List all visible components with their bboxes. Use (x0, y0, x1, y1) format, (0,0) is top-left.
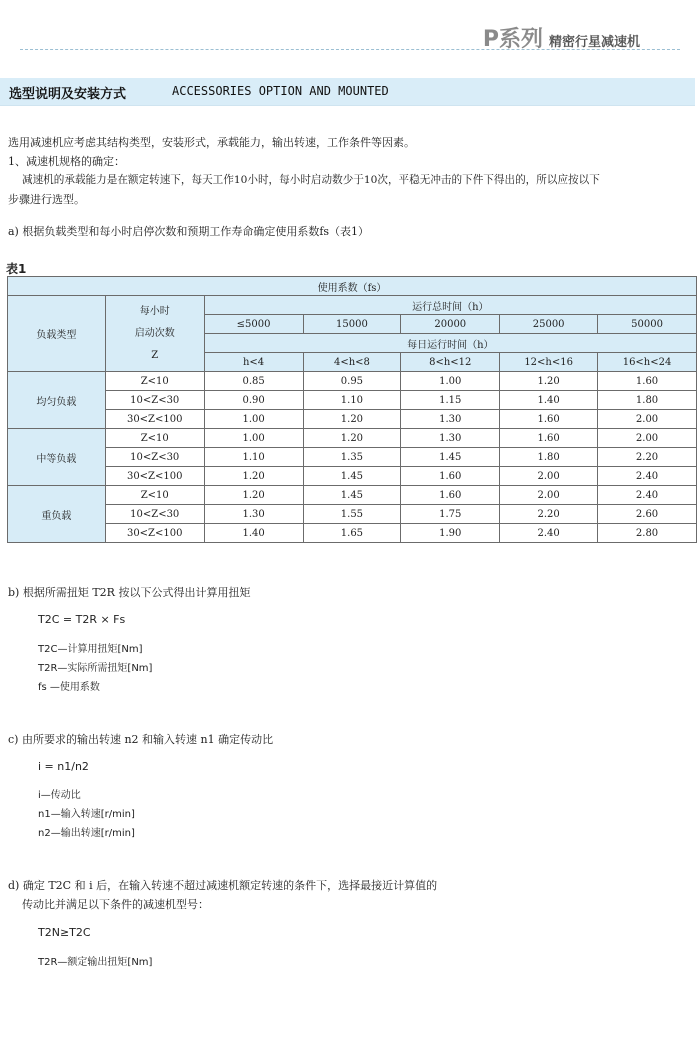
value-cell: 1.10 (303, 391, 401, 410)
step-c-def-3: n2—输出转速[r/min] (38, 828, 135, 839)
value-cell: 1.45 (303, 467, 401, 486)
load-group-name: 重负载 (8, 486, 106, 543)
daily-col: 4<h<8 (303, 353, 401, 372)
value-cell: 1.90 (401, 524, 500, 543)
value-cell: 1.45 (401, 448, 500, 467)
intro-line-3: 减速机的承载能力是在额定转速下，每天工作10小时，每小时启动数少于10次，平稳无冲击的下件下得出的，所以应按以下 (22, 174, 600, 186)
series-name: 精密行星减速机 (548, 35, 640, 50)
value-cell: 2.00 (598, 410, 697, 429)
step-b-text: b) 根据所需扭矩 T2R 按以下公式得出计算用扭矩 (8, 586, 251, 599)
value-cell: 1.80 (500, 448, 598, 467)
total-col: 15000 (303, 315, 401, 334)
value-cell: 2.00 (598, 429, 697, 448)
table-row (8, 524, 697, 543)
value-cell: 1.75 (401, 505, 500, 524)
value-cell: 1.30 (204, 505, 303, 524)
daily-hours-header: 每日运行时间（h） (204, 334, 696, 353)
daily-col: 12<h<16 (500, 353, 598, 372)
value-cell: 1.60 (598, 372, 697, 391)
starts-cell: Z<10 (105, 372, 204, 391)
value-cell: 1.15 (401, 391, 500, 410)
table-row (8, 505, 697, 524)
step-b-def-2: T2R—实际所需扭矩[Nm] (38, 663, 153, 674)
table-row (8, 486, 697, 505)
value-cell: 2.40 (598, 467, 697, 486)
value-cell: 1.60 (401, 467, 500, 486)
starts-cell: Z<10 (105, 429, 204, 448)
load-group-name: 均匀负载 (8, 372, 106, 429)
daily-col: h<4 (204, 353, 303, 372)
table-row (8, 410, 697, 429)
value-cell: 2.20 (500, 505, 598, 524)
step-d-def-1: T2R—额定输出扭矩[Nm] (38, 957, 153, 968)
daily-col: 16<h<24 (598, 353, 697, 372)
value-cell: 1.10 (204, 448, 303, 467)
value-cell: 1.65 (303, 524, 401, 543)
value-cell: 0.95 (303, 372, 401, 391)
value-cell: 1.00 (204, 410, 303, 429)
daily-col: 8<h<12 (401, 353, 500, 372)
value-cell: 1.30 (401, 429, 500, 448)
table-label: 表1 (6, 262, 27, 276)
intro-line-4: 步骤进行选型。 (8, 193, 85, 206)
starts-header-line1: 每小时 (139, 305, 170, 317)
total-hours-header: 运行总时间（h） (204, 296, 696, 315)
intro-line-2: 1、减速机规格的确定： (8, 155, 125, 168)
value-cell: 2.80 (598, 524, 697, 543)
starts-header-line2: 启动次数 (134, 327, 175, 339)
step-c-def-1: i—传动比 (38, 790, 81, 801)
value-cell: 2.20 (598, 448, 697, 467)
table-row (8, 467, 697, 486)
total-col: 50000 (598, 315, 697, 334)
table-row (8, 391, 697, 410)
starts-header-line3: Z (151, 349, 159, 361)
value-cell: 1.20 (303, 410, 401, 429)
service-factor-table (7, 276, 697, 543)
value-cell: 0.85 (204, 372, 303, 391)
starts-cell: 10<Z<30 (105, 448, 204, 467)
value-cell: 1.20 (303, 429, 401, 448)
value-cell: 1.60 (500, 410, 598, 429)
section-title-bar (0, 78, 695, 106)
value-cell: 1.20 (500, 372, 598, 391)
starts-cell: 30<Z<100 (105, 467, 204, 486)
step-b-def-3: fs —使用系数 (38, 682, 100, 693)
total-col: 25000 (500, 315, 598, 334)
value-cell: 1.35 (303, 448, 401, 467)
value-cell: 1.45 (303, 486, 401, 505)
step-d-text-2: 传动比并满足以下条件的减速机型号： (22, 898, 209, 911)
value-cell: 1.20 (204, 467, 303, 486)
section-title-cn: 选型说明及安装方式 (9, 87, 127, 102)
value-cell: 1.00 (204, 429, 303, 448)
value-cell: 1.40 (204, 524, 303, 543)
table-row (8, 448, 697, 467)
step-c-text: c) 由所要求的输出转速 n2 和输入转速 n1 确定传动比 (8, 733, 274, 746)
step-b-formula: T2C = T2R × Fs (38, 613, 126, 626)
value-cell: 2.40 (500, 524, 598, 543)
starts-cell: 10<Z<30 (105, 391, 204, 410)
intro-line-1: 选用减速机应考虑其结构类型，安装形式，承载能力，输出转速，工作条件等因素。 (8, 136, 415, 149)
header-divider (20, 49, 680, 50)
value-cell: 1.55 (303, 505, 401, 524)
total-col: 20000 (401, 315, 500, 334)
load-type-header: 负载类型 (8, 296, 106, 372)
value-cell: 1.30 (401, 410, 500, 429)
value-cell: 2.60 (598, 505, 697, 524)
starts-header (105, 296, 204, 372)
table-row (8, 372, 697, 391)
step-c-def-2: n1—输入转速[r/min] (38, 809, 135, 820)
series-code: P系列 (482, 27, 543, 52)
value-cell: 2.00 (500, 486, 598, 505)
value-cell: 2.00 (500, 467, 598, 486)
step-d-formula: T2N≥T2C (38, 926, 91, 939)
load-group-name: 中等负载 (8, 429, 106, 486)
table-header-fs: 使用系数（fs） (8, 277, 697, 296)
total-col: ≤5000 (204, 315, 303, 334)
starts-cell: Z<10 (105, 486, 204, 505)
step-b-def-1: T2C—计算用扭矩[Nm] (38, 644, 143, 655)
starts-cell: 30<Z<100 (105, 524, 204, 543)
section-title-en: ACCESSORIES OPTION AND MOUNTED (172, 84, 389, 98)
value-cell: 1.00 (401, 372, 500, 391)
value-cell: 2.40 (598, 486, 697, 505)
step-d-text-1: d) 确定 T2C 和 i 后，在输入转速不超过减速机额定转速的条件下，选择最接近计算值的 (8, 879, 438, 892)
value-cell: 1.40 (500, 391, 598, 410)
step-a-text: a) 根据负载类型和每小时启停次数和预期工作寿命确定使用系数fs（表1） (8, 225, 370, 238)
step-c-formula: i = n1/n2 (38, 760, 89, 773)
starts-cell: 30<Z<100 (105, 410, 204, 429)
value-cell: 1.80 (598, 391, 697, 410)
table-row (8, 429, 697, 448)
value-cell: 1.20 (204, 486, 303, 505)
value-cell: 1.60 (401, 486, 500, 505)
starts-cell: 10<Z<30 (105, 505, 204, 524)
value-cell: 0.90 (204, 391, 303, 410)
value-cell: 1.60 (500, 429, 598, 448)
